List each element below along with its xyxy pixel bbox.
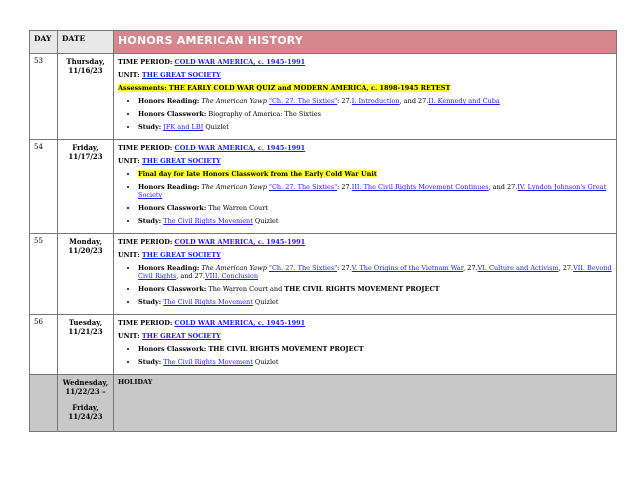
table-row — [30, 140, 617, 234]
date-header: DATE — [58, 31, 114, 54]
text: , 27. — [463, 264, 478, 272]
reading-book: The American Yawp — [201, 264, 267, 272]
unit-label: UNIT: — [118, 251, 140, 259]
date-cell — [58, 54, 114, 140]
study-link[interactable]: The Civil Rights Movement — [163, 358, 253, 366]
classwork-project: THE CIVIL RIGHTS MOVEMENT PROJECT — [208, 345, 364, 353]
task-list — [118, 345, 612, 366]
text: , and 27. — [488, 183, 518, 191]
unit — [118, 251, 612, 259]
unit-link[interactable]: THE GREAT SOCIETY — [141, 251, 221, 259]
classwork-text: The Warren Court and — [208, 285, 285, 293]
date: 11/21/23 — [68, 327, 103, 336]
study-link[interactable]: JFK and LBJ — [163, 123, 204, 131]
task-list — [118, 97, 612, 131]
text: , 27. — [558, 264, 574, 272]
list-item — [138, 285, 612, 293]
weekday: Friday, — [72, 403, 99, 412]
date-cell — [58, 234, 114, 315]
list-item — [138, 183, 612, 199]
assessment-text: Assessments: THE EARLY COLD WAR QUIZ and MODERN AMERICA, c. 1898-1945 RETEST — [118, 84, 451, 92]
course-title: HONORS AMERICAN HISTORY — [114, 31, 617, 54]
text: : 27. — [337, 97, 352, 105]
day-header: DAY — [30, 31, 58, 54]
list-item — [138, 345, 612, 353]
unit-link[interactable]: THE GREAT SOCIETY — [141, 157, 221, 165]
unit-label: UNIT: — [118, 71, 140, 79]
content-cell — [114, 234, 617, 315]
classwork-label: Honors Classwork: — [138, 345, 207, 353]
date-cell — [58, 140, 114, 234]
unit-link[interactable]: THE GREAT SOCIETY — [141, 332, 221, 340]
text: Quizlet — [203, 123, 229, 131]
list-item — [138, 358, 612, 366]
unit — [118, 157, 612, 165]
chapter-link[interactable]: "Ch. 27. The Sixties" — [268, 183, 338, 191]
text: Quizlet — [252, 358, 279, 366]
day-number — [30, 375, 58, 432]
text: : 27. — [337, 264, 352, 272]
time-period — [118, 238, 612, 246]
unit-label: UNIT: — [118, 157, 140, 165]
study-label: Study: — [138, 298, 162, 306]
study-label: Study: — [138, 217, 162, 225]
list-item — [138, 123, 612, 131]
unit-link[interactable]: THE GREAT SOCIETY — [141, 71, 221, 79]
list-item — [138, 217, 612, 225]
text: , and 27. — [176, 272, 205, 280]
chapter-link[interactable]: "Ch. 27. The Sixties" — [268, 264, 338, 272]
section-link[interactable]: IV. Lyndon Johnson's Great Society — [138, 183, 607, 199]
time-period-link[interactable]: COLD WAR AMERICA, c. 1945-1991 — [174, 238, 306, 246]
date: 11/22/23 – — [65, 387, 106, 396]
note-text: Final day for late Honors Classwork from the Early Cold War Unit — [138, 170, 377, 178]
study-label: Study: — [138, 358, 162, 366]
section-link[interactable]: II. Kennedy and Cuba — [428, 97, 500, 105]
list-item — [138, 204, 612, 212]
time-period — [118, 58, 612, 66]
time-period — [118, 144, 612, 152]
time-period — [118, 319, 612, 327]
section-link[interactable]: V. The Origins of the Vietnam War — [351, 264, 464, 272]
content-cell — [114, 315, 617, 375]
unit — [118, 71, 612, 79]
section-link[interactable]: VIII. Conclusion — [204, 272, 259, 280]
weekday: Monday, — [69, 237, 102, 246]
date: 11/24/23 — [68, 412, 103, 421]
study-link[interactable]: The Civil Rights Movement — [163, 298, 253, 306]
reading-label: Honors Reading: — [138, 264, 200, 272]
content-cell — [114, 375, 617, 432]
time-period-link[interactable]: COLD WAR AMERICA, c. 1945-1991 — [174, 144, 306, 152]
content-cell — [114, 140, 617, 234]
weekday: Friday, — [72, 143, 99, 152]
time-period-label: TIME PERIOD: — [118, 238, 173, 246]
time-period-link[interactable]: COLD WAR AMERICA, c. 1945-1991 — [174, 319, 306, 327]
weekday: Wednesday, — [62, 378, 109, 387]
schedule-table — [29, 30, 617, 432]
date: 11/17/23 — [68, 152, 103, 161]
table-row — [30, 234, 617, 315]
classwork-label: Honors Classwork: — [138, 110, 207, 118]
day-number: 56 — [30, 315, 58, 375]
section-link[interactable]: VII. Beyond Civil Rights — [138, 264, 612, 280]
unit-label: UNIT: — [118, 332, 140, 340]
date-cell — [58, 375, 114, 432]
time-period-label: TIME PERIOD: — [118, 144, 173, 152]
table-row — [30, 54, 617, 140]
classwork-text: Biography of America: The Sixties — [208, 110, 321, 118]
time-period-link[interactable]: COLD WAR AMERICA, c. 1945-1991 — [174, 58, 306, 66]
section-link[interactable]: III. The Civil Rights Movement Continues — [351, 183, 489, 191]
text: Quizlet — [252, 298, 279, 306]
weekday: Tuesday, — [68, 318, 103, 327]
reading-label: Honors Reading: — [138, 97, 200, 105]
date-cell — [58, 315, 114, 375]
list-item — [138, 264, 612, 280]
text: , and 27. — [399, 97, 429, 105]
list-item — [138, 170, 612, 178]
text: Quizlet — [252, 217, 279, 225]
reading-book: The American Yawp — [201, 183, 267, 191]
reading-book: The American Yawp — [201, 97, 267, 105]
day-number: 55 — [30, 234, 58, 315]
text: : 27. — [337, 183, 352, 191]
chapter-link[interactable]: "Ch. 27. The Sixties" — [268, 97, 338, 105]
task-list — [118, 264, 612, 306]
day-number: 53 — [30, 54, 58, 140]
date: 11/16/23 — [68, 66, 103, 75]
section-link[interactable]: I. Introduction — [351, 97, 400, 105]
study-link[interactable]: The Civil Rights Movement — [163, 217, 253, 225]
time-period-label: TIME PERIOD: — [118, 319, 173, 327]
classwork-text: The Warren Court — [208, 204, 268, 212]
date: 11/20/23 — [68, 246, 103, 255]
section-link[interactable]: VI. Culture and Activism — [477, 264, 559, 272]
header-row — [30, 31, 617, 54]
classwork-label: Honors Classwork: — [138, 204, 207, 212]
day-number: 54 — [30, 140, 58, 234]
list-item — [138, 110, 612, 118]
classwork-label: Honors Classwork: — [138, 285, 207, 293]
classwork-project: THE CIVIL RIGHTS MOVEMENT PROJECT — [284, 285, 440, 293]
task-list — [118, 170, 612, 225]
holiday-row — [30, 375, 617, 432]
content-cell — [114, 54, 617, 140]
unit — [118, 332, 612, 340]
list-item — [138, 298, 612, 306]
assessment — [118, 84, 612, 92]
table-row — [30, 315, 617, 375]
list-item — [138, 97, 612, 105]
study-label: Study: — [138, 123, 162, 131]
weekday: Thursday, — [66, 57, 105, 66]
time-period-label: TIME PERIOD: — [118, 58, 173, 66]
reading-label: Honors Reading: — [138, 183, 200, 191]
holiday-label: HOLIDAY — [118, 378, 153, 386]
